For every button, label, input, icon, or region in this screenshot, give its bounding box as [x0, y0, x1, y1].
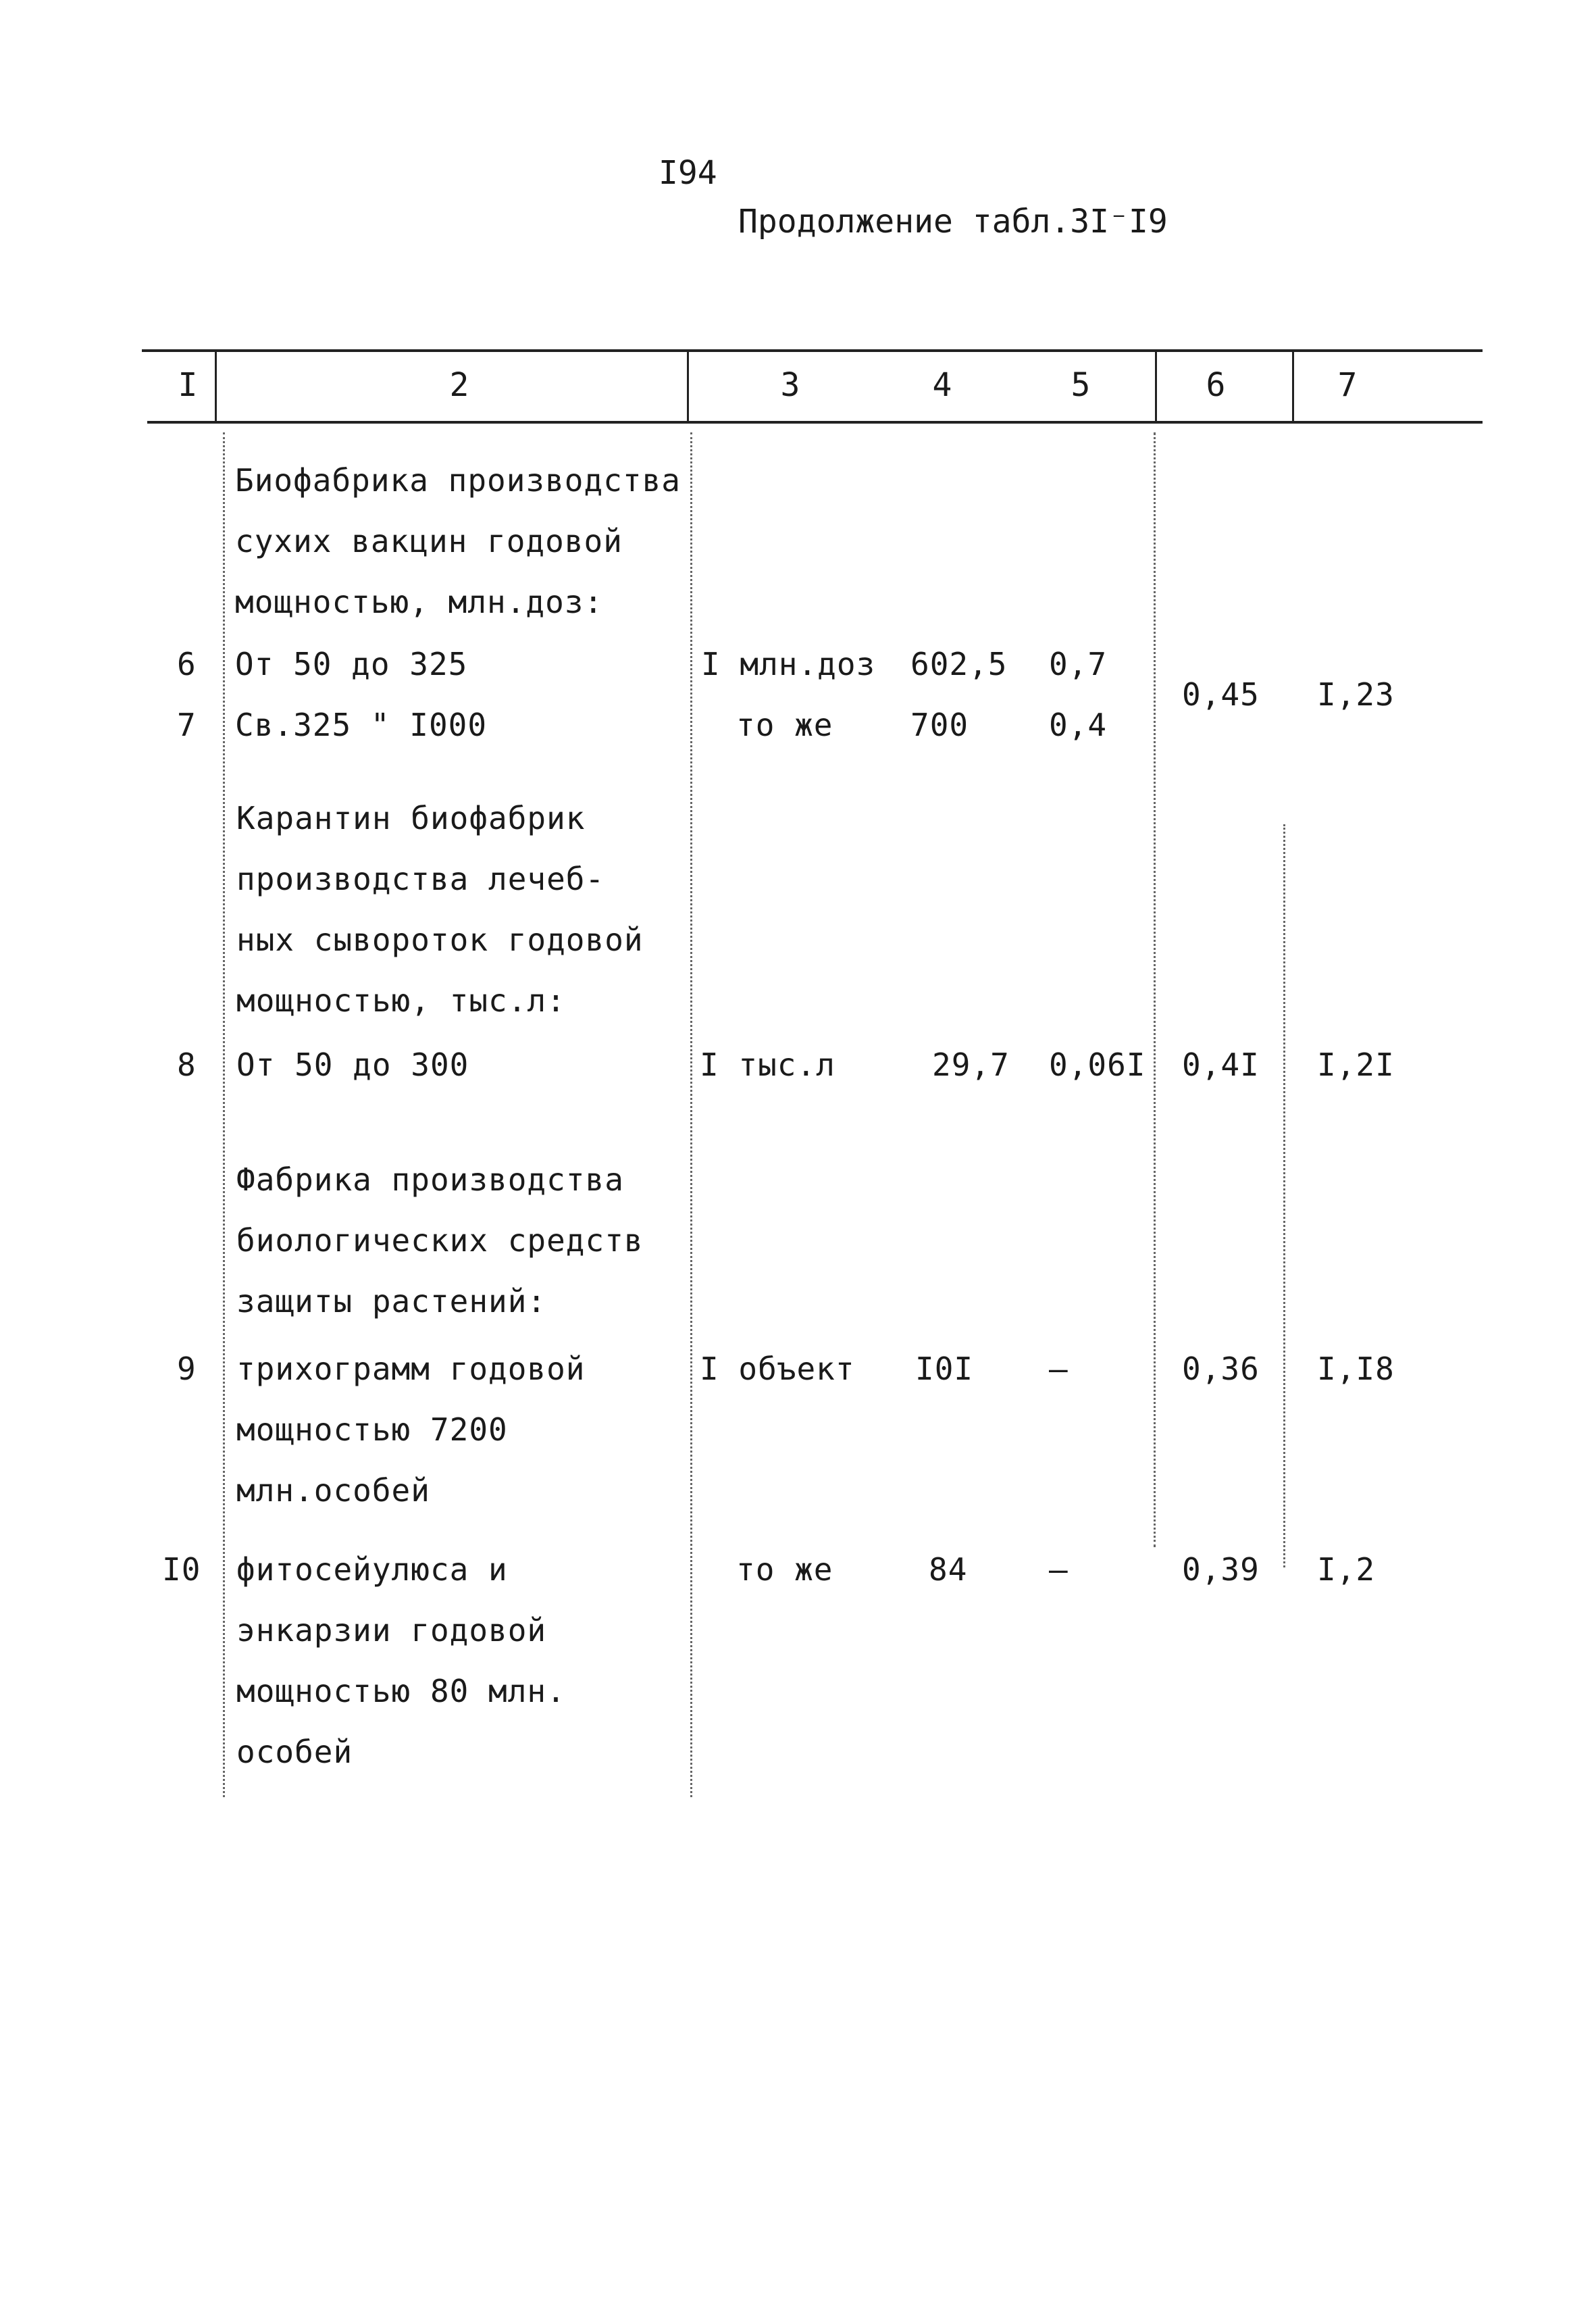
column-header-3: 3	[780, 366, 800, 404]
column-header-6: 6	[1206, 366, 1226, 404]
column-guide-2	[223, 432, 225, 1797]
row-col5: 0,7	[1049, 646, 1108, 682]
row-col6: 0,36	[1182, 1351, 1260, 1387]
row-col4: 84	[929, 1551, 968, 1588]
row-name-line: энкарзии годовой	[236, 1612, 547, 1649]
row-name-line: трихограмм годовой	[236, 1351, 586, 1387]
column-header-4: 4	[932, 366, 952, 404]
row-unit: то же	[736, 1551, 833, 1588]
group-heading-line: мощностью, млн.доз:	[235, 584, 604, 620]
row-col6: 0,39	[1182, 1551, 1260, 1588]
group-heading-line: производства лечеб-	[236, 861, 605, 897]
row-number: 8	[177, 1047, 197, 1083]
column-guide-5	[1154, 432, 1156, 1547]
table-header-rule	[147, 421, 1483, 424]
row-name-line: фитосейулюса и	[236, 1551, 508, 1588]
row-col4: 700	[910, 707, 969, 743]
row-col6: 0,4I	[1182, 1047, 1260, 1083]
table-continuation-title: Продолжение табл.3I⁻I9	[738, 203, 1168, 241]
group-col6: 0,45	[1182, 676, 1260, 713]
row-name: От 50 до 325	[235, 646, 468, 682]
row-unit: I млн.доз	[701, 646, 876, 682]
row-col5: 0,06I	[1049, 1047, 1146, 1083]
group-heading-line: Фабрика производства	[236, 1161, 624, 1198]
column-header-1: I	[178, 366, 198, 404]
group-heading-line: защиты растений:	[236, 1283, 547, 1319]
group-heading-line: ных сывороток годовой	[236, 922, 644, 958]
row-unit: I объект	[700, 1351, 855, 1387]
row-number: I0	[162, 1551, 201, 1588]
table-top-rule	[142, 349, 1483, 352]
page-number: I94	[659, 154, 717, 192]
row-col4: 29,7	[932, 1047, 1010, 1083]
column-divider-4	[1292, 349, 1294, 422]
group-heading-line: Карантин биофабрик	[236, 800, 586, 836]
row-name: Св.325 " I000	[235, 707, 488, 743]
column-header-2: 2	[449, 366, 469, 404]
row-name-line: особей	[236, 1734, 353, 1770]
group-heading-line: Биофабрика производства	[235, 462, 681, 499]
row-col7: I,I8	[1317, 1351, 1395, 1387]
row-col5: –	[1049, 1551, 1069, 1588]
row-number: 6	[177, 646, 197, 682]
row-number: 7	[177, 707, 197, 743]
column-guide-6	[1283, 824, 1285, 1567]
row-unit: I тыс.л	[700, 1047, 835, 1083]
row-col7: I,2	[1317, 1551, 1376, 1588]
column-divider-3	[1155, 349, 1157, 422]
row-col7: I,2I	[1317, 1047, 1395, 1083]
group-col7: I,23	[1317, 676, 1395, 713]
row-col5: –	[1049, 1351, 1069, 1387]
column-divider-1	[215, 349, 217, 422]
column-header-5: 5	[1071, 366, 1091, 404]
row-col4: I0I	[915, 1351, 974, 1387]
row-col5: 0,4	[1049, 707, 1108, 743]
row-name-line: мощностью 80 млн.	[236, 1673, 566, 1709]
row-unit: то же	[736, 707, 833, 743]
row-col4: 602,5	[910, 646, 1008, 682]
column-guide-3	[690, 432, 692, 1797]
group-heading-line: сухих вакцин годовой	[235, 523, 623, 559]
column-divider-2	[687, 349, 689, 422]
row-name-line: мощностью 7200	[236, 1411, 508, 1448]
group-heading-line: биологических средств	[236, 1222, 644, 1259]
group-heading-line: мощностью, тыс.л:	[236, 982, 566, 1019]
column-header-7: 7	[1337, 366, 1358, 404]
row-number: 9	[177, 1351, 197, 1387]
row-name: От 50 до 300	[236, 1047, 469, 1083]
row-name-line: млн.особей	[236, 1472, 430, 1509]
